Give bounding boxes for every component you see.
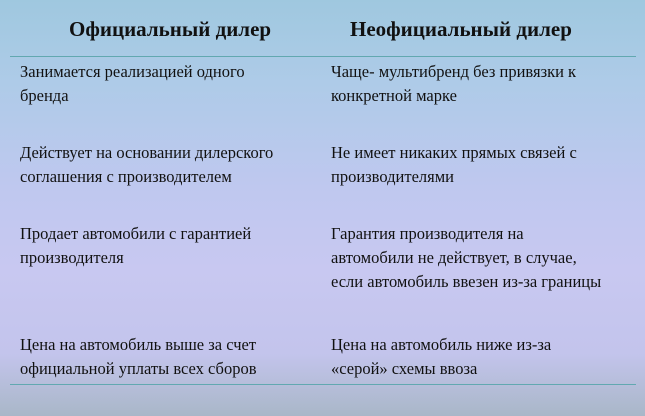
table-bottom-border bbox=[10, 384, 636, 385]
cell-official bbox=[20, 333, 320, 381]
header-official-dealer: Официальный дилер bbox=[69, 17, 272, 41]
cell-line: автомобили не действует, в случае, bbox=[331, 248, 577, 267]
comparison-table bbox=[10, 10, 636, 378]
header-unofficial-dealer: Неофициальный дилер bbox=[350, 17, 572, 41]
cell-line: Не имеет никаких прямых связей с bbox=[331, 143, 577, 162]
cell-line: Цена на автомобиль ниже из-за bbox=[331, 335, 552, 354]
cell-official bbox=[20, 60, 320, 108]
cell-official bbox=[20, 141, 320, 189]
cell-line: производителя bbox=[20, 248, 124, 267]
cell-unofficial bbox=[331, 333, 636, 381]
cell-line: Продает автомобили с гарантией bbox=[20, 224, 252, 243]
cell-unofficial bbox=[331, 60, 636, 108]
cell-line: Чаще- мультибренд без привязки к bbox=[331, 62, 577, 81]
cell-line: соглашения с производителем bbox=[20, 167, 232, 186]
cell-line: бренда bbox=[20, 86, 69, 105]
cell-line: официальной уплаты всех сборов bbox=[20, 359, 257, 378]
cell-line: Гарантия производителя на bbox=[331, 224, 524, 243]
cell-line: Занимается реализацией одного bbox=[20, 62, 245, 81]
cell-line: Цена на автомобиль выше за счет bbox=[20, 335, 257, 354]
cell-line: производителями bbox=[331, 167, 454, 186]
cell-line: «серой» схемы ввоза bbox=[331, 359, 478, 378]
cell-unofficial bbox=[331, 141, 636, 189]
cell-official bbox=[20, 222, 320, 270]
cell-line: если автомобиль ввезен из-за границы bbox=[331, 272, 602, 291]
cell-line: конкретной марке bbox=[331, 86, 457, 105]
table-header bbox=[10, 10, 636, 57]
cell-line: Действует на основании дилерского bbox=[20, 143, 274, 162]
cell-unofficial bbox=[331, 222, 636, 294]
